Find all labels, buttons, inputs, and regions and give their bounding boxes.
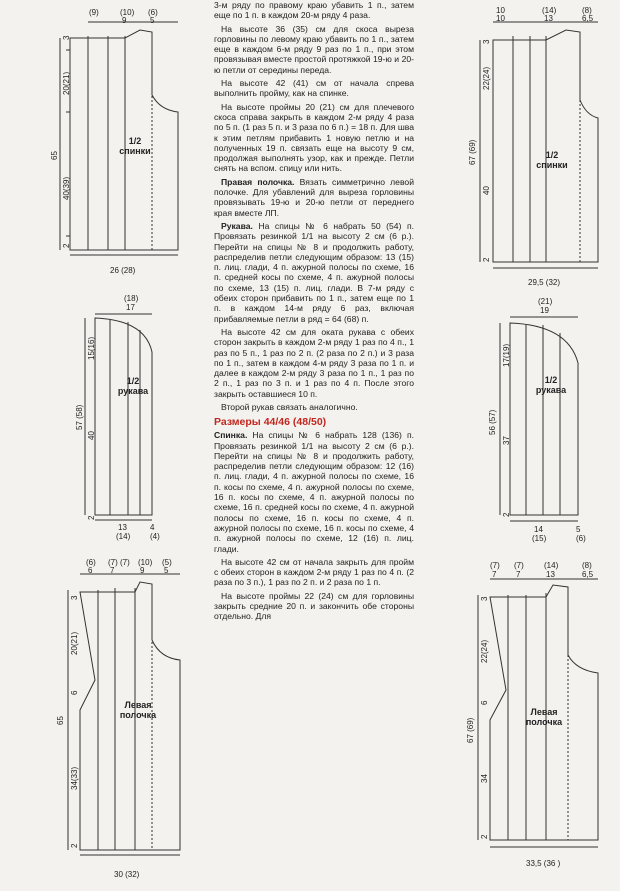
front-right-side-4: 67 (69) [466, 717, 475, 743]
back-left-title: 1/2 спинки [119, 136, 151, 156]
back-left-side-5: 2 [62, 243, 71, 248]
front-right-top-3: (14) [544, 561, 559, 570]
sleeve-diagram-right [418, 295, 620, 550]
text-para-1: 3-м ряду по правому краю убавить 1 п., затем еще по 1 п. в каждом 20-м ряду 4 раза. [214, 0, 414, 21]
back-left-bottom: 26 (28) [110, 266, 136, 275]
sleeve-right-bottom-1: 14 [534, 525, 543, 534]
sleeve-left-side-3: 40 [87, 431, 96, 440]
front-left-side-4: 65 [56, 716, 65, 725]
sleeve-left-bottom-2: (14) [116, 532, 131, 541]
back-right-side-4: 40 [482, 186, 491, 195]
back-left-top-5: 5 [150, 16, 155, 25]
sleeve-right-bottom-2: (15) [532, 534, 547, 543]
front-left-bottom: 30 (32) [114, 870, 140, 879]
back-left-top-3: (6) [148, 8, 158, 17]
sleeve-left-side-1: 15(16) [87, 336, 96, 360]
neck-para: На высоте проймы 22 (24) см для горловины закрыть средние 20 п. и закончить обе стороны отдельно. Для [214, 590, 414, 622]
back-right-title: 1/2 спинки [536, 150, 568, 170]
sleeve-right-top-1: (21) [538, 297, 553, 306]
back-right-top-4: 10 [496, 14, 505, 23]
sleeve-right-side-3: 37 [502, 436, 511, 445]
sleeve-title: Рукава. [221, 220, 253, 231]
front-diagram-left-drawing [0, 550, 210, 886]
front-left-side-3: 6 [70, 690, 79, 695]
back-diagram-right-drawing [418, 0, 620, 295]
front-left-top-2: (7) [108, 558, 118, 567]
size-heading: Размеры 44/46 (48/50) [214, 416, 327, 429]
front-left-top-9: 5 [164, 566, 169, 575]
text-para-3: На высоте 42 (41) см от начала спрева выполнить пройму, как на спинке. [214, 78, 414, 99]
front-left-title: Левая полочка [119, 700, 157, 720]
front-left-top-5: (5) [162, 558, 172, 567]
back-diagram-right [418, 0, 620, 295]
front-right-top-8: 6,5 [582, 570, 594, 579]
back-left-top-1: (9) [89, 8, 99, 17]
front-left-top-4: (10) [138, 558, 153, 567]
sleeve-left-side-4: 2 [87, 515, 96, 520]
front-right-side-5: 34 [480, 774, 489, 783]
sleeve-left-title: 1/2 рукава [117, 376, 149, 396]
back-right-top-6: 6,5 [582, 14, 594, 23]
back-right-side-1: 3 [482, 39, 491, 44]
back-para [214, 430, 414, 554]
front-left-side-2: 20(21) [70, 631, 79, 655]
front-left-top-6: 6 [88, 566, 93, 575]
back-right-side-3: 67 (69) [468, 139, 477, 165]
front-right-top-1: (7) [490, 561, 500, 570]
back-right-top-1: 10 [496, 6, 505, 15]
sleeve-right-side-1: 17(19) [502, 343, 511, 367]
front-right-top-4: (8) [582, 561, 592, 570]
back-left-top-2: (10) [120, 8, 135, 17]
sleeve-left-side-2: 57 (58) [75, 404, 84, 430]
sleeve-para [214, 221, 414, 324]
front-right-side-3: 6 [480, 700, 489, 705]
sleeve-right-bottom-4: (6) [576, 534, 586, 543]
sleeve-left-top-1: (18) [124, 294, 139, 303]
sleeve-diagram-left [0, 290, 210, 545]
armhole-para: На высоте 42 см от начала закрыть для пройм с обеих сторон в каждом 2-м ряду 1 раз по 4 п. (2 раза по 3 п.), 1 раз по 2 п. и 2 раза по 1 п. [214, 556, 414, 588]
back-diagram-left [0, 0, 210, 285]
front-right-top-7: 13 [546, 570, 555, 579]
back-left-top-4: 9 [122, 16, 127, 25]
back-right-side-5: 2 [482, 257, 491, 262]
front-right-top-5: 7 [492, 570, 497, 579]
front-right-side-1: 3 [480, 596, 489, 601]
back-right-side-2: 22(24) [482, 66, 491, 90]
sleeve-left-top-2: 17 [126, 303, 135, 312]
sleeve-left-bottom-1: 13 [118, 523, 127, 532]
back-left-side-2: 20(21) [62, 71, 71, 95]
right-front-title: Правая полочка. [221, 176, 295, 187]
back-text: На спицы № 6 набрать 128 (136) п. Провязать резинкой 1/1 на высоту 2 см (6 р.). Перейти на спицы № 8 и продолжить работу, распределив петли следующим образом: 12 (16) п. лиц. глади, 4 п. ажурной полосы по схеме, 16 п. косы по схеме, 4 п. ажурной полосы по схеме, 16 п. косы по схеме, 4 п. ажурной полосы по схеме, 16 п. средней косы по схеме, 4 п. ажурной полосы по схеме, 16 п. косы по схеме, 4 п. ажурной полосы по схеме, 16 п. косы по схеме, 4 п. ажурной полосы по схеме, 12 (16) п. лиц. глади. [214, 430, 414, 554]
back-left-side-3: 65 [50, 151, 59, 160]
sleeve-diagram-left-drawing [0, 290, 210, 545]
back-left-side-1: 3 [62, 35, 71, 40]
back-left-side-4: 40(39) [62, 176, 71, 200]
back-diagram-left-drawing [0, 0, 210, 285]
sleeve-cap-para: На высоте 42 см для оката рукава с обеих сторон закрыть в каждом 2-м ряду 1 раз по 4 п., 1 раз по 5 п., 1 раз по 2 п. (2 раза по 2 п.) и 3 раза по 1 п., затем в каждом 4-м ряду 3 раза по 1 п. и далее в каждом 2-м ряду 3 раза по 1 п., 1 раз по 2 п., 1 раз по 3 п. и 1 раз по 4 п. После этого закрыть оставшиеся 10 п. [214, 326, 414, 399]
front-right-title: Левая полочка [525, 707, 563, 727]
sleeve-left-bottom-4: (4) [150, 532, 160, 541]
front-left-side-6: 2 [70, 843, 79, 848]
front-right-top-6: 7 [516, 570, 521, 579]
back-right-top-5: 13 [544, 14, 553, 23]
sleeve-right-bottom-3: 5 [576, 525, 581, 534]
sleeve-right-top-2: 19 [540, 306, 549, 315]
front-left-side-1: 3 [70, 595, 79, 600]
text-para-2: На высоте 36 (35) см для скоса выреза горловины по левому краю убавить по 1 п., затем еще в каждом 6-м ряду 9 раз по 1 п., при этом провязывая вместе простой протяжкой 19-ю и 20-ю петли от середины переда. [214, 23, 414, 75]
sleeve-right-side-4: 2 [502, 512, 511, 517]
sleeve-right-title: 1/2 рукава [535, 375, 567, 395]
right-front-text: Вязать симметрично левой полочке. Для убавлений для выреза горловины провязывать 19-ю и 20-ю петли от переднего края вместе ЛП. [214, 176, 415, 218]
front-left-top-1: (6) [86, 558, 96, 567]
front-left-top-7: 7 [110, 566, 115, 575]
sleeve-text: На спицы № 6 набрать 50 (54) п. Провязать резинкой 1/1 на высоту 2 см (6 р.). Перейти на спицы № 8 и продолжить работу, распределив петли следующим образом: 13 (15) п. лиц. глади, 4 п. ажурной полосы по схеме, 16 п. средней косы по схеме, 4 п. ажурной полосы по схеме, 13 (15) п. лиц. глади. В 7-м ряду с обеих сторон прибавить по 1 п., затем еще по 1 п. в каждом 14-м ряду 6 раз, включая прибавляемые петли в ряд = 64 (68) п. [214, 220, 414, 324]
front-right-bottom: 33,5 (36 ) [526, 859, 561, 868]
front-diagram-left [0, 550, 210, 886]
front-right-top-2: (7) [514, 561, 524, 570]
instructions-column [214, 0, 414, 886]
front-right-side-6: 2 [480, 834, 489, 839]
sleeve-right-side-2: 56 (57) [488, 409, 497, 435]
front-left-top-3: (7) [120, 558, 130, 567]
back-title: Спинка. [214, 430, 248, 441]
text-para-4: На высоте проймы 20 (21) см для плечевого скоса справа закрыть в каждом 2-м ряду 4 раза по 5 п. (1 раз 5 п. и 3 раза по 6 п.) = 18 п. Для шва к этим петлям прибавить 1 новую петлю и на полученных 19 п. связать еще на высоту 9 см, продолжая выполнять узор, как и прежде. Петли снять на вспом. спицу или нить. [214, 101, 414, 174]
back-right-bottom: 29,5 (32) [528, 278, 561, 287]
front-left-side-5: 34(33) [70, 766, 79, 790]
front-right-side-2: 22(24) [480, 639, 489, 663]
sleeve-left-bottom-3: 4 [150, 523, 155, 532]
back-right-top-3: (8) [582, 6, 592, 15]
front-left-top-8: 9 [140, 566, 145, 575]
right-front-para [214, 177, 414, 218]
back-right-top-2: (14) [542, 6, 557, 15]
second-sleeve-para: Второй рукав связать аналогично. [221, 401, 358, 412]
sleeve-diagram-right-drawing [418, 295, 620, 550]
front-diagram-right [418, 555, 620, 886]
